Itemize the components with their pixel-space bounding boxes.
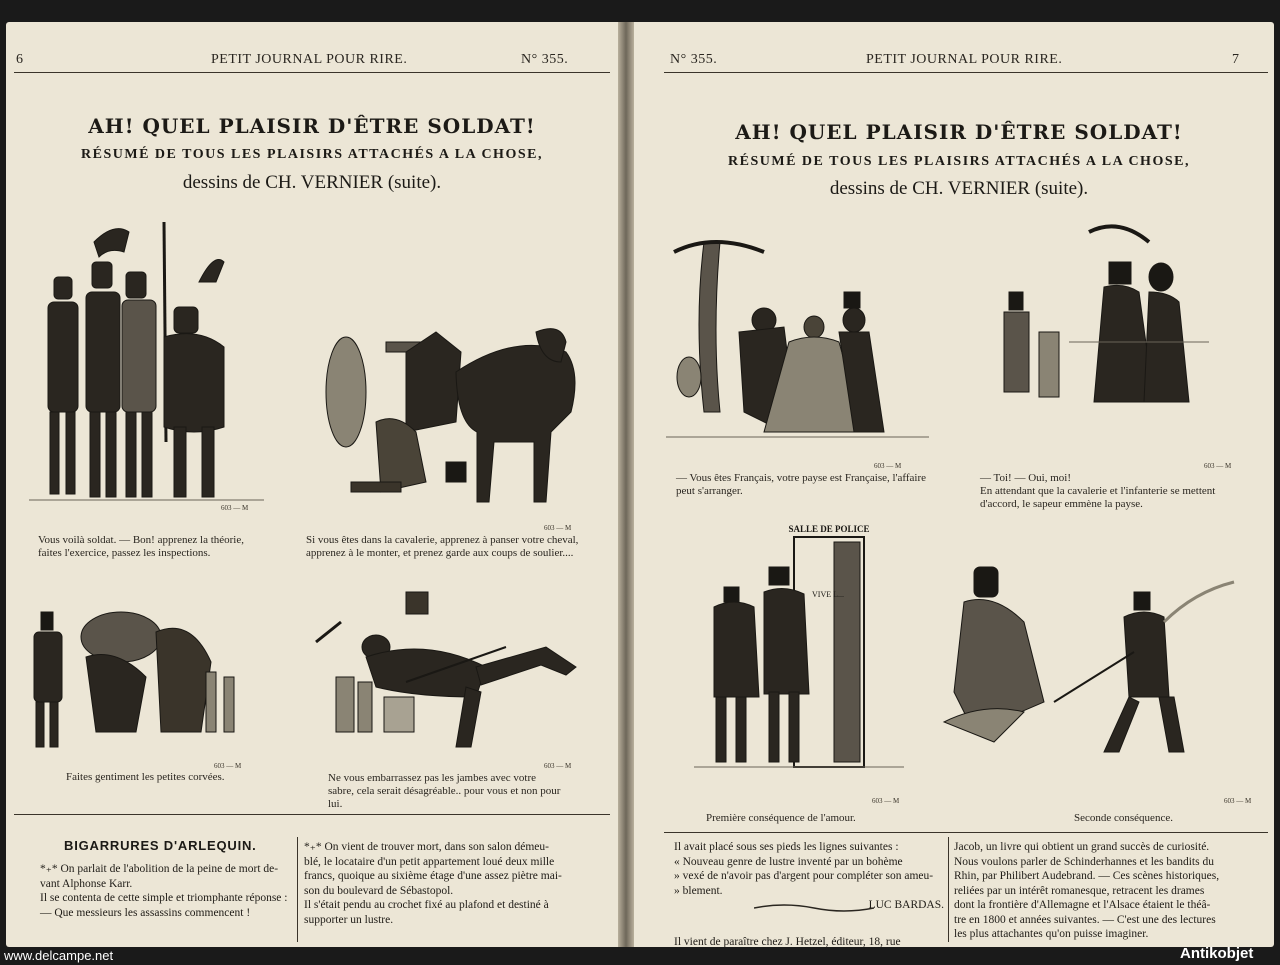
wall-scrawl-text: VIVE L... — [812, 590, 844, 599]
engraving-code: 603 — M — [544, 762, 572, 770]
caption-line: d'accord, le sapeur emmène la payse. — [980, 498, 1143, 510]
text-line: Rhin, par Philibert Audebrand. — Ces scènes historiques, — [954, 870, 1220, 882]
text-line: vant Alphonse Karr. — [40, 877, 133, 890]
column-rule — [297, 837, 298, 942]
column-rule — [948, 837, 949, 942]
text-line: Il vient de paraître chez J. Hetzel, éditeur, 18, rue — [674, 935, 901, 947]
text-column-1 — [40, 862, 295, 920]
caption-1 — [38, 534, 278, 560]
section-rule — [664, 832, 1268, 833]
caption-line: sabre, cela serait désagréable.. pour vous et non pour — [328, 785, 561, 797]
caption-line: Ne vous embarrassez pas les jambes avec votre — [328, 772, 537, 784]
left-page — [6, 22, 618, 947]
text-line: francs, quoique au sixième étage d'une assez piètre mai- — [304, 870, 562, 882]
caption-line: peut s'arranger. — [676, 485, 743, 497]
text-line: Jacob, un livre qui obtient un grand succès de curiosité. — [954, 841, 1210, 853]
left-page-subtitle: RÉSUMÉ DE TOUS LES PLAISIRS ATTACHÉS A LA CHOSE, — [81, 147, 543, 162]
text-line: reliées par un intérêt romanesque, retracent les drames — [954, 884, 1205, 897]
police-sign-text: SALLE DE POLICE — [788, 524, 870, 534]
text-line: » blement. — [674, 884, 723, 897]
section-title: BIGARRURES D'ARLEQUIN. — [64, 838, 257, 853]
text-line: « Nouveau genre de lustre inventé par un bohème — [674, 855, 903, 868]
book-spine — [618, 22, 634, 947]
text-line: Il s'était pendu au crochet fixé au plafond et destiné à — [304, 899, 549, 911]
caption-line: — Toi! — Oui, moi! — [980, 472, 1071, 484]
text-line: *₊* On parlait de l'abolition de la peine de mort de- — [40, 863, 279, 875]
right-page-title: AH! QUEL PLAISIR D'ÊTRE SOLDAT! — [735, 120, 1183, 144]
caption-line: Seconde conséquence. — [1074, 812, 1173, 824]
left-page-credit: dessins de CH. VERNIER (suite). — [182, 172, 442, 193]
right-issue-number: N° 355. — [670, 52, 718, 67]
text-line: tre en 1800 et années suivantes. — C'est une des lectures — [954, 913, 1216, 926]
text-line: blé, le locataire d'un petit appartement loué deux mille — [304, 855, 555, 868]
engraving-code: 603 — M — [874, 462, 902, 470]
caption-3 — [66, 771, 266, 784]
text-column-2 — [304, 840, 616, 927]
engraving-code: 603 — M — [221, 504, 249, 512]
text-line: *₊* On vient de trouver mort, dans son salon démeu- — [304, 841, 549, 853]
header-rule — [14, 72, 610, 73]
right-running-head: PETIT JOURNAL POUR RIRE. — [866, 52, 1063, 67]
text-line: supporter un lustre. — [304, 913, 394, 926]
engraving-sabre-duel — [934, 562, 1254, 762]
right-page-credit: dessins de CH. VERNIER (suite). — [829, 178, 1089, 199]
engraving-code: 603 — M — [1204, 462, 1232, 470]
engraving-code: 603 — M — [544, 524, 572, 532]
text-line: » vexé de n'avoir pas d'argent pour compléter son ameu- — [674, 870, 934, 882]
header-rule — [664, 72, 1268, 73]
text-column-3 — [674, 840, 944, 947]
ornament-rule — [754, 902, 874, 914]
left-issue-number: N° 355. — [521, 52, 569, 67]
text-line: Nous voulons parler de Schinderhannes et les bandits du — [954, 855, 1214, 868]
caption-8 — [1074, 812, 1254, 825]
engraving-horse-kick — [306, 302, 591, 522]
right-page-subtitle: RÉSUMÉ DE TOUS LES PLAISIRS ATTACHÉS A LA CHOSE, — [728, 154, 1190, 169]
right-page-number: 7 — [1232, 52, 1240, 67]
right-page — [634, 22, 1274, 947]
left-page-number: 6 — [16, 52, 24, 67]
caption-4 — [328, 772, 618, 811]
text-line: son du boulevard de Sébastopol. — [304, 884, 454, 897]
caption-line: faites l'exercice, passez les inspections. — [38, 547, 211, 559]
caption-2 — [306, 534, 606, 560]
engraving-sapper — [989, 222, 1219, 412]
caption-line: En attendant que la cavalerie et l'infanterie se mettent — [980, 485, 1216, 497]
engraving-code: 603 — M — [214, 762, 242, 770]
engraving-three-soldiers — [24, 212, 274, 512]
text-column-4 — [954, 840, 1264, 942]
caption-line: Vous voilà soldat. — Bon! apprenez la théorie, — [38, 534, 244, 546]
text-signature: LUC BARDAS. — [868, 899, 944, 911]
engraving-sabre-fall — [306, 587, 591, 762]
caption-line: apprenez à le monter, et prenez garde aux coups de soulier.... — [306, 547, 574, 559]
engraving-police-cell — [694, 517, 914, 782]
caption-5 — [676, 472, 976, 498]
engraving-chores — [16, 602, 261, 762]
caption-6 — [980, 472, 1270, 511]
watermark-delcampe: www.delcampe.net — [4, 948, 114, 963]
caption-line: lui. — [328, 798, 343, 810]
caption-line: Première conséquence de l'amour. — [706, 812, 856, 824]
watermark-antikobjet: Antikobjet — [1180, 945, 1254, 962]
caption-line: Faites gentiment les petites corvées. — [66, 771, 225, 783]
section-rule — [14, 814, 610, 815]
text-line: Il avait placé sous ses pieds les lignes suivantes : — [674, 841, 899, 853]
text-line: — Que messieurs les assassins commencent ! — [40, 906, 251, 919]
left-running-head: PETIT JOURNAL POUR RIRE. — [211, 52, 408, 67]
caption-line: — Vous êtes Français, votre payse est Française, l'affaire — [676, 472, 927, 484]
engraving-code: 603 — M — [1224, 797, 1252, 805]
caption-7 — [706, 812, 906, 825]
text-line: les plus attachantes qu'on puisse imaginer. — [954, 928, 1149, 940]
left-page-title: AH! QUEL PLAISIR D'ÊTRE SOLDAT! — [88, 114, 536, 138]
caption-line: Si vous êtes dans la cavalerie, apprenez à panser votre cheval, — [306, 534, 579, 546]
engraving-french-payse — [664, 232, 934, 447]
text-line: dont la frontière d'Allemagne et l'Alsace étaient le théâ- — [954, 899, 1211, 911]
text-line: Il se contenta de cette simple et triomphante réponse : — [40, 892, 288, 904]
engraving-code: 603 — M — [872, 797, 900, 805]
